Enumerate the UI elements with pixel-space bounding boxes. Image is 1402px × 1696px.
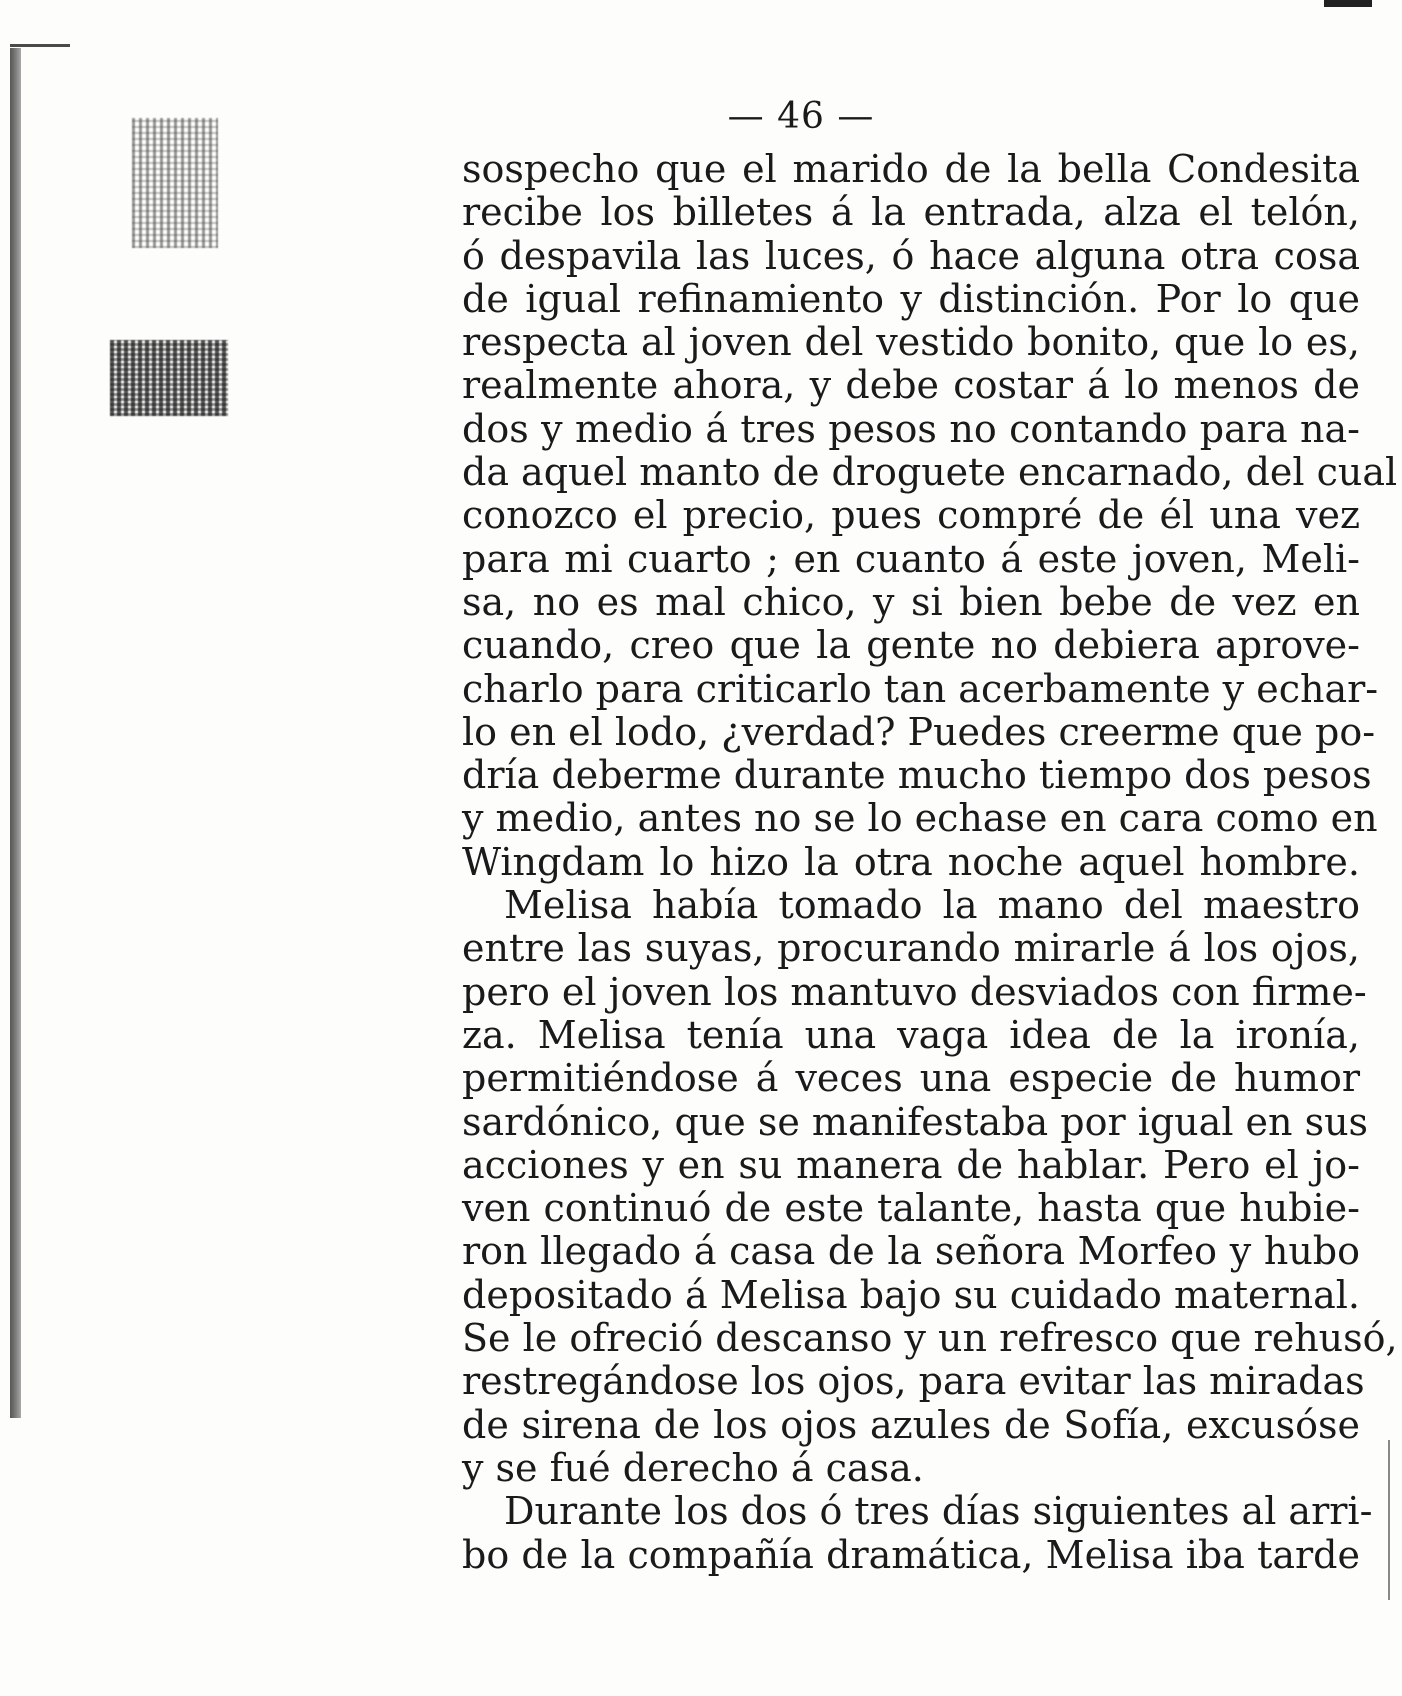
text-line: ó despavila las luces, ó hace alguna otra cosa	[462, 233, 1360, 278]
text-line: de igual refinamiento y distinción. Por lo que	[462, 276, 1360, 321]
text-line: para mi cuarto ; en cuanto á este joven, Meli-	[462, 536, 1360, 581]
binding-edge-top	[10, 44, 70, 47]
text-line: realmente ahora, y debe costar á lo menos de	[462, 363, 1360, 408]
text-line: Wingdam lo hizo la otra noche aquel hombre.	[462, 839, 1360, 884]
text-line: Melisa había tomado la mano del maestro	[504, 883, 1360, 928]
text-line: dría deberme durante mucho tiempo dos pesos	[462, 753, 1372, 798]
text-line: bo de la compañía dramática, Melisa iba tarde	[462, 1532, 1360, 1577]
text-line: de sirena de los ojos azules de Sofía, excusóse	[462, 1402, 1360, 1447]
text-line: pero el joven los mantuvo desviados con firme-	[462, 969, 1367, 1014]
text-line: permitiéndose á veces una especie de humor	[462, 1056, 1360, 1101]
text-line: ven continuó de este talante, hasta que hubie-	[462, 1186, 1360, 1231]
binding-edge	[10, 48, 21, 1418]
text-line: sospecho que el marido de la bella Condesita	[462, 147, 1360, 191]
corner-mark	[1324, 0, 1372, 7]
text-line: ron llegado á casa de la señora Morfeo y hubo	[462, 1229, 1360, 1274]
text-line: respecta al joven del vestido bonito, que lo es,	[462, 320, 1360, 365]
text-line: sardónico, que se manifestaba por igual en sus	[462, 1099, 1369, 1144]
text-line: acciones y en su manera de hablar. Pero el jo-	[462, 1142, 1360, 1187]
scan-smudge-upper	[132, 118, 218, 248]
text-line: conozco el precio, pues compré de él una vez	[462, 493, 1360, 538]
text-line: depositado á Melisa bajo su cuidado maternal.	[462, 1272, 1360, 1317]
text-line: restregándose los ojos, para evitar las miradas	[462, 1359, 1365, 1404]
text-line: entre las suyas, procurando mirarle á los ojos,	[462, 926, 1360, 971]
text-line: y se fué derecho á casa.	[462, 1445, 924, 1490]
text-line: Se le ofreció descanso y un refresco que rehusó,	[462, 1316, 1398, 1361]
text-line: da aquel manto de droguete encarnado, del cual	[462, 450, 1398, 495]
text-line: sa, no es mal chico, y si bien bebe de vez en	[462, 579, 1360, 624]
text-line: lo en el lodo, ¿verdad? Puedes creerme que po-	[462, 709, 1376, 754]
text-line: dos y medio á tres pesos no contando para na-	[462, 406, 1360, 451]
text-line: za. Melisa tenía una vaga idea de la ironía,	[462, 1012, 1360, 1057]
scan-smudge-lower	[110, 340, 228, 416]
text-line: y medio, antes no se lo echase en cara como en	[462, 796, 1378, 841]
text-line: charlo para criticarlo tan acerbamente y echar-	[462, 666, 1379, 711]
page-number: — 46 —	[727, 96, 875, 137]
body-text	[462, 147, 1398, 1577]
text-line: recibe los billetes á la entrada, alza el telón,	[462, 190, 1360, 235]
text-line: cuando, creo que la gente no debiera aprove-	[462, 623, 1360, 668]
text-line: Durante los dos ó tres días siguientes al arri-	[504, 1489, 1373, 1534]
right-edge-line	[1388, 1440, 1390, 1600]
